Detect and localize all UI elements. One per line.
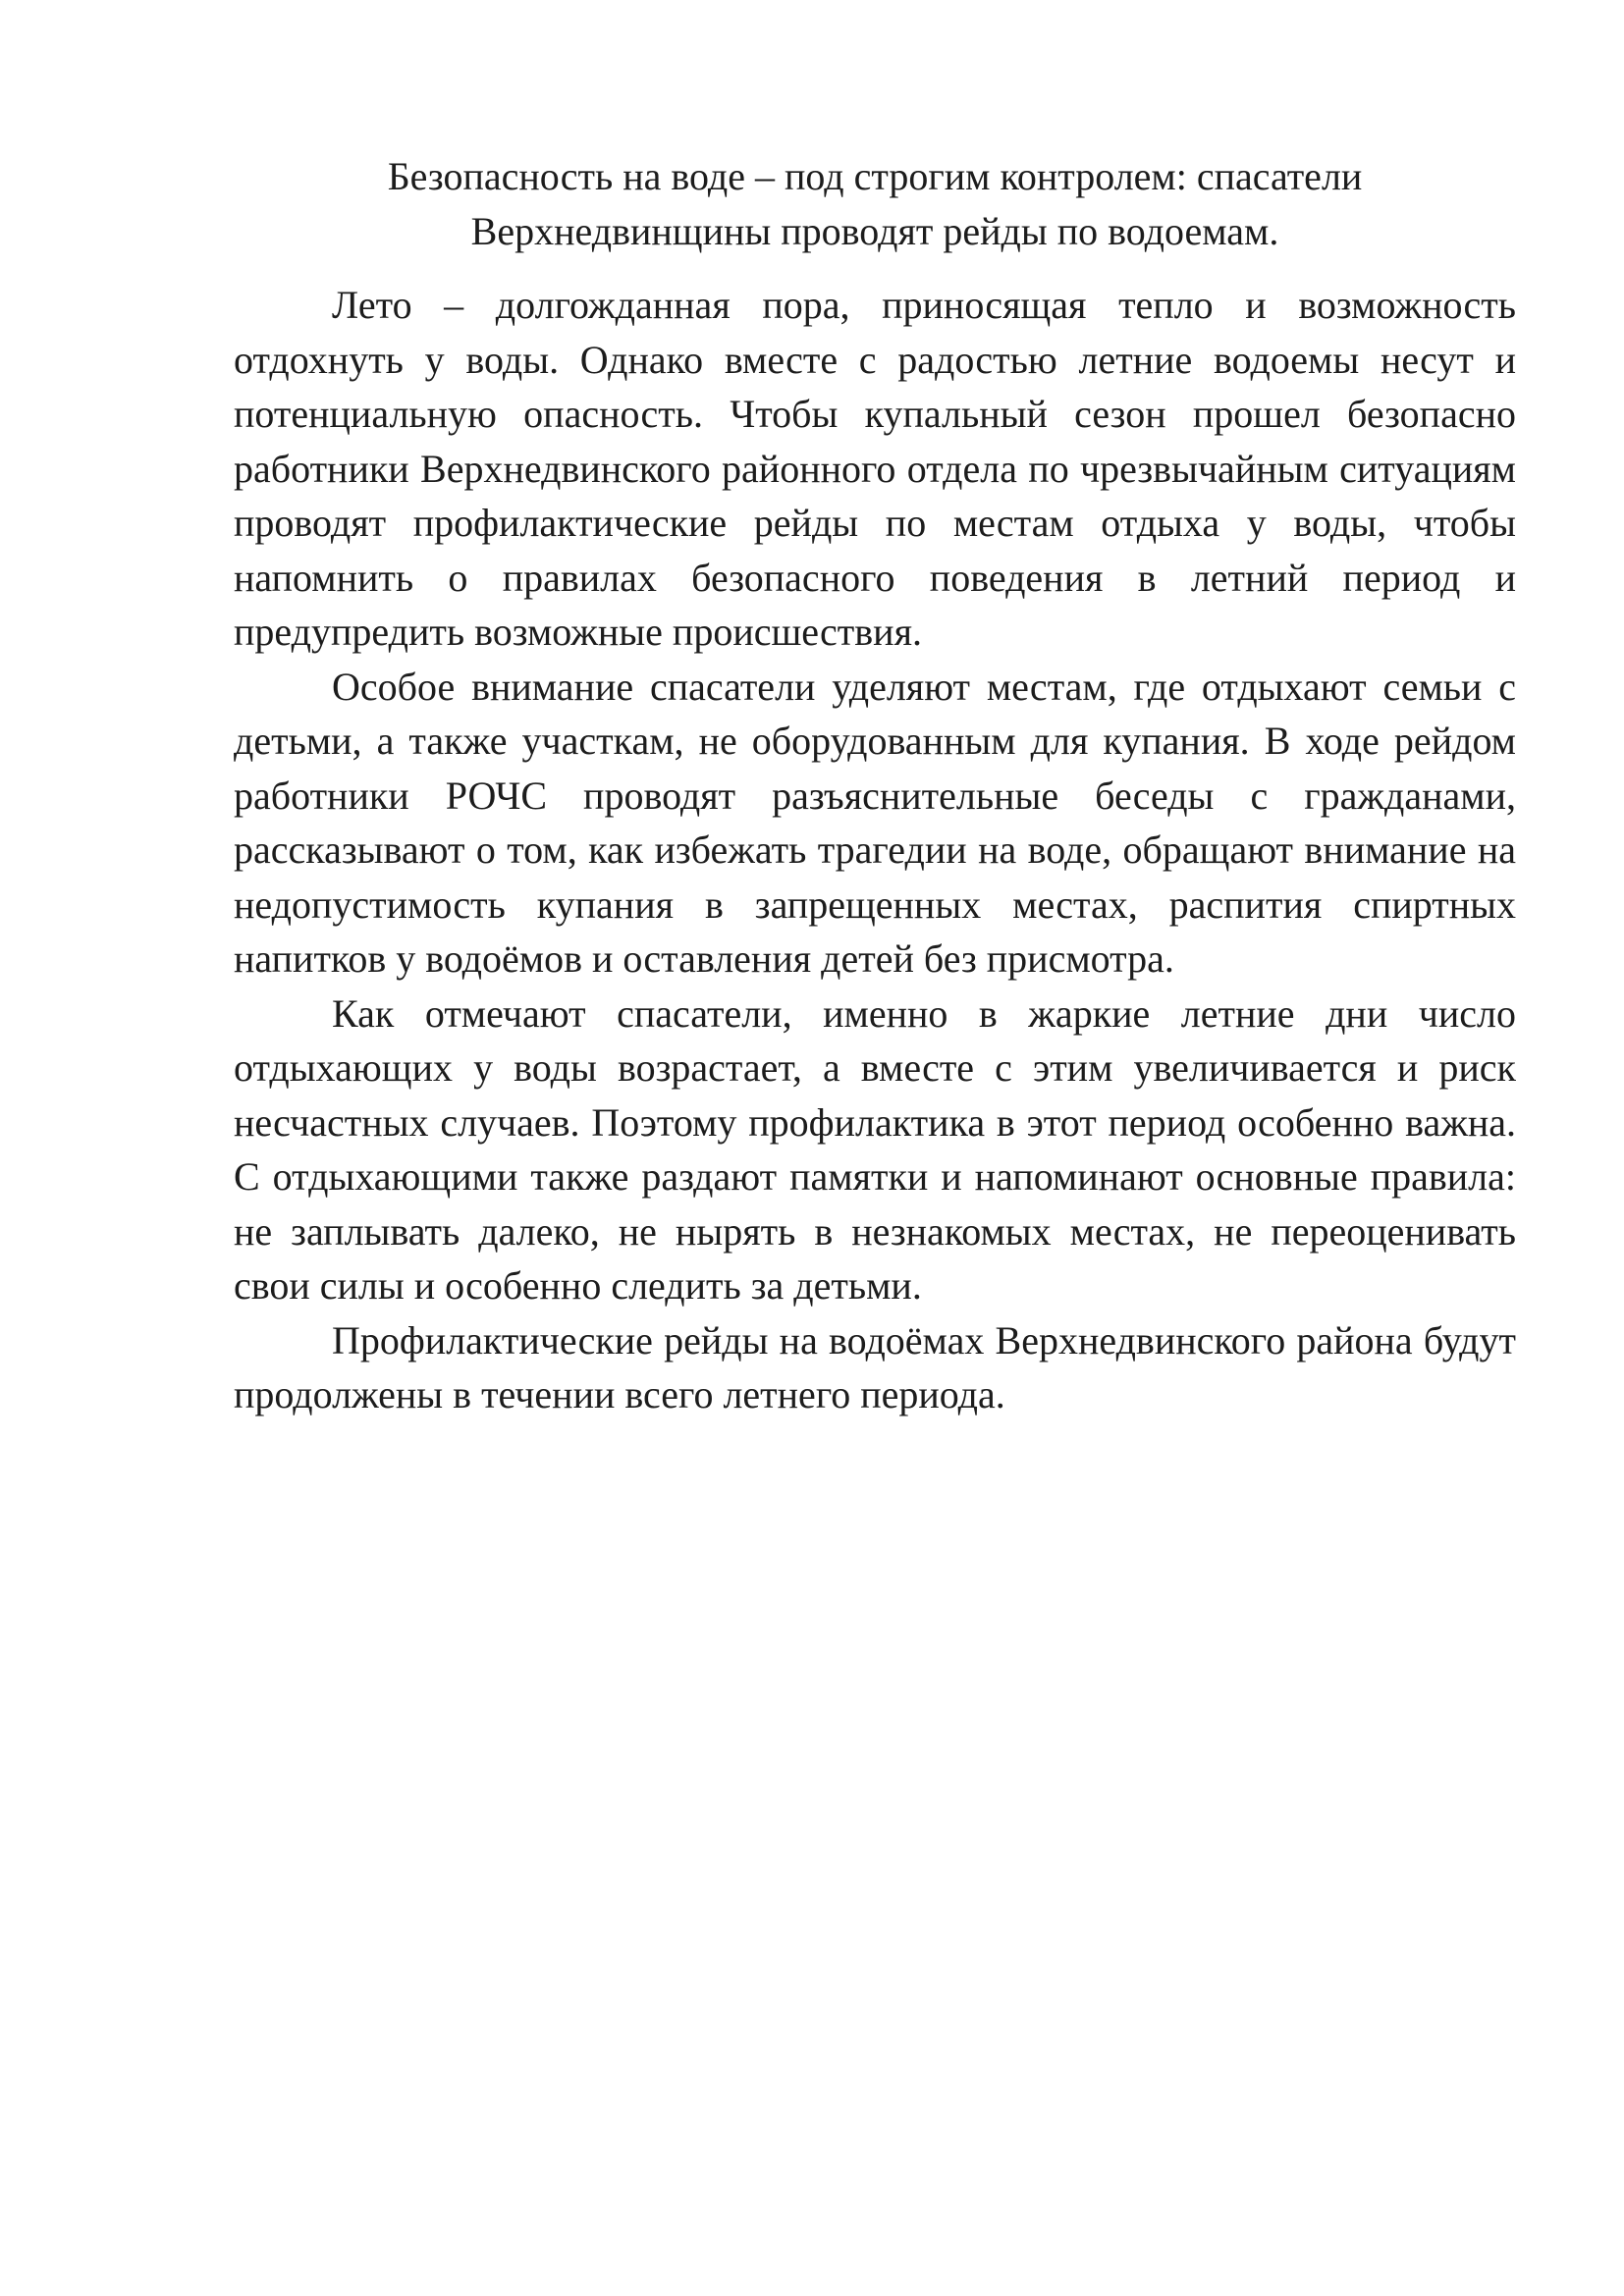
paragraph-1: Лето – долгожданная пора, приносящая тепло и возможность отдохнуть у воды. Однако вместе с радостью летние водоемы несут и потенциальную опасность. Чтобы купальный сезон прошел безопасно работники Верхнедвинского районного отдела по чрезвычайным ситуациям проводят профилактические рейды по местам отдыха у воды, чтобы напомнить о правилах безопасного поведения в летний период и предупредить возможные происшествия. [234,283,1516,654]
paragraph-4: Профилактические рейды на водоёмах Верхнедвинского района будут продолжены в течении всего летнего периода. [234,1317,1516,1416]
paragraph-3: Как отмечают спасатели, именно в жаркие летние дни число отдыхающих у воды возрастает, а вместе с этим увеличивается и риск несчастных случаев. Поэтому профилактика в этот период особенно важна. С отдыхающими также раздают памятки и напоминают основные правила: не заплывать далеко, не нырять в незнакомых местах, не переоценивать свои силы и особенно следить за детьми. [234,990,1516,1308]
paragraph-2: Особое внимание спасатели уделяют местам, где отдыхают семьи с детьми, а также участкам, не оборудованным для купания. В ходе рейдом работники РОЧС проводят разъяснительные беседы с гражданами, рассказывают о том, как избежать трагедии на воде, обращают внимание на недопустимость купания в запрещенных местах, распития спиртных напитков у водоёмов и оставления детей без присмотра. [234,664,1516,981]
document-title: Безопасность на воде – под строгим контролем: спасатели Верхнедвинщины проводят рейды по водоемам. [387,154,1363,253]
document-body [234,149,1516,1422]
